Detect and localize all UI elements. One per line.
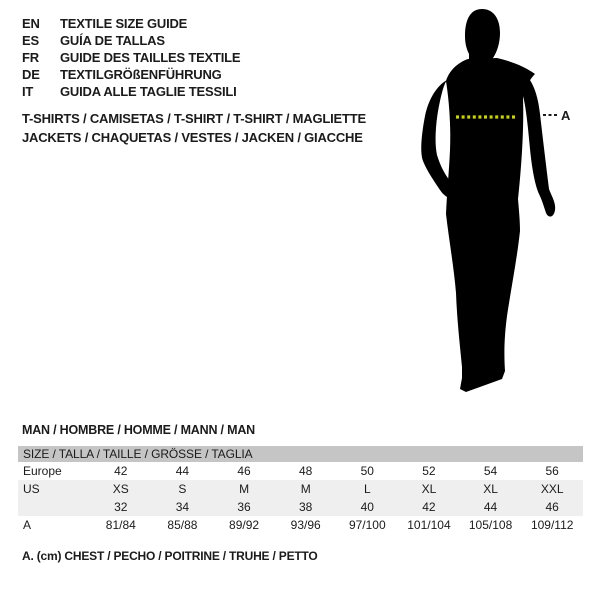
language-code: EN	[22, 16, 40, 31]
table-cell: M	[300, 482, 311, 496]
language-guide-list	[22, 15, 240, 100]
language-guide-title: GUÍA DE TALLAS	[60, 33, 165, 48]
measure-label-a: A	[561, 108, 571, 123]
language-guide-title: GUIDA ALLE TAGLIE TESSILI	[60, 84, 237, 99]
language-code: FR	[22, 50, 39, 65]
table-cell: 32	[114, 500, 128, 514]
section-heading-man: MAN / HOMBRE / HOMME / MANN / MAN	[22, 423, 255, 437]
table-cell: 34	[175, 500, 190, 514]
table-cell: XL	[483, 482, 498, 496]
table-cell: 42	[114, 464, 128, 478]
language-guide-title: TEXTILGRÖßENFÜHRUNG	[60, 67, 222, 82]
table-cell: 44	[175, 464, 190, 478]
table-cell: 85/88	[167, 518, 198, 532]
man-silhouette-figure	[405, 0, 600, 408]
man-silhouette	[405, 0, 600, 408]
language-code: ES	[22, 33, 39, 48]
language-guide-title: GUIDE DES TAILLES TEXTILE	[60, 50, 241, 65]
language-code: IT	[22, 84, 34, 99]
table-cell: 50	[360, 464, 374, 478]
table-row	[18, 462, 583, 480]
table-row	[18, 480, 583, 498]
size-table	[18, 446, 583, 534]
size-table-header: SIZE / TALLA / TAILLE / GRÖSSE / TAGLIA	[18, 446, 583, 462]
table-cell: 36	[237, 500, 251, 514]
table-cell: L	[363, 482, 371, 496]
language-row	[22, 49, 240, 66]
table-cell: 89/92	[229, 518, 260, 532]
category-tshirts: T-SHIRTS / CAMISETAS / T-SHIRT / T-SHIRT / MAGLIETTE	[22, 111, 366, 126]
table-cell: S	[178, 482, 187, 496]
silhouette-right-arm	[522, 76, 555, 217]
table-cell: 42	[422, 500, 436, 514]
table-row	[18, 498, 583, 516]
table-row-label: Europe	[23, 464, 62, 478]
table-cell: XS	[112, 482, 129, 496]
table-cell: 54	[483, 464, 498, 478]
table-cell: 48	[299, 464, 313, 478]
language-row	[22, 32, 240, 49]
table-cell: 52	[422, 464, 436, 478]
table-row-label: A	[23, 518, 32, 532]
language-code: DE	[22, 67, 40, 82]
table-cell: XXL	[540, 482, 564, 496]
table-cell: 46	[237, 464, 251, 478]
table-row-label	[18, 498, 90, 516]
category-jackets: JACKETS / CHAQUETAS / VESTES / JACKEN / GIACCHE	[22, 130, 363, 145]
table-cell: 38	[299, 500, 313, 514]
table-cell: 56	[545, 464, 559, 478]
table-cell: 101/104	[407, 518, 451, 532]
table-cell: 93/96	[290, 518, 321, 532]
table-row	[18, 516, 583, 534]
language-guide-title: TEXTILE SIZE GUIDE	[60, 16, 188, 31]
table-cell: 40	[360, 500, 374, 514]
table-cell: 97/100	[348, 518, 386, 532]
silhouette-body	[446, 58, 535, 392]
table-cell: XL	[421, 482, 437, 496]
table-cell: 105/108	[468, 518, 513, 532]
language-row	[22, 15, 240, 32]
measurement-footnote: A. (cm) CHEST / PECHO / POITRINE / TRUHE / PETTO	[22, 549, 318, 563]
table-cell: 109/112	[530, 518, 574, 532]
language-row	[22, 83, 240, 100]
table-cell: M	[239, 482, 250, 496]
silhouette-head	[465, 9, 500, 63]
category-headings	[22, 109, 366, 147]
language-row	[22, 66, 240, 83]
table-row-label: US	[23, 482, 40, 496]
table-cell: 81/84	[105, 518, 136, 532]
table-cell: 46	[545, 500, 559, 514]
table-cell: 44	[483, 500, 498, 514]
